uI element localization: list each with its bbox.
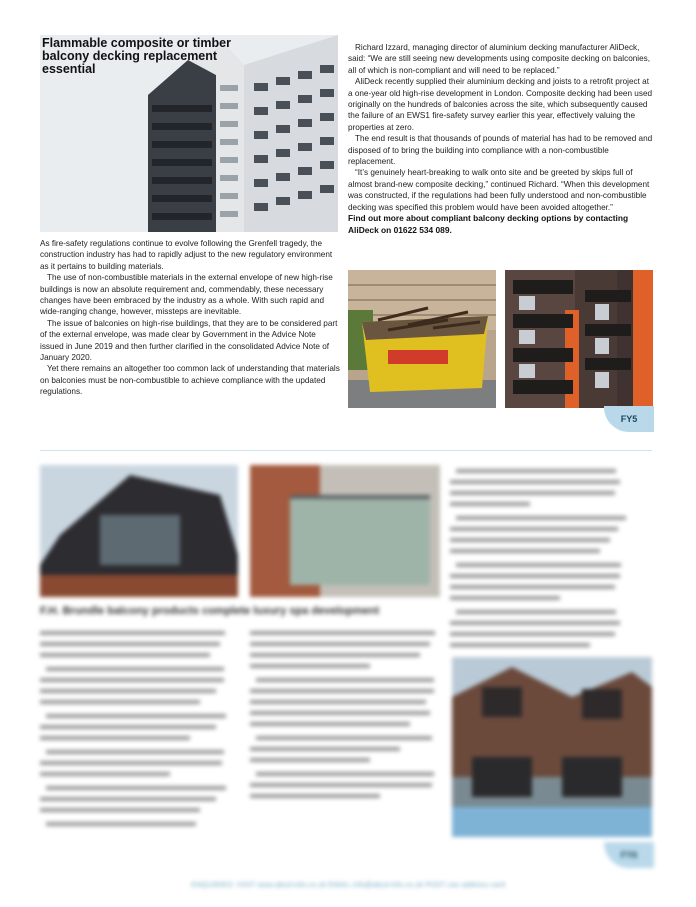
right-column-text (348, 42, 654, 236)
skip-illustration (348, 270, 496, 408)
paragraph: AliDeck recently supplied their aluminium decking and joists to a retrofit project at a one-year old high-rise development in London. Composite decking had been used originally on the hundreds of balconies across the site, which subsequently caused the failure of an EWS1 fire-safety survey earlier this year, effectively valuing the properties at zero. (348, 77, 653, 132)
paragraph: “It’s genuinely heart-breaking to walk onto site and be greeted by skips full of almost brand-new composite decking,” continued Richard. “When this development was constructed, if the regulations had been fully understood and non-combustible decking was specified this problem would have been avoided altogether.” (348, 168, 650, 212)
spa-building-photo (452, 657, 652, 837)
lower-text-col-1 (40, 627, 230, 852)
left-column-text (40, 238, 340, 398)
hero-image-tower (40, 35, 338, 232)
footer-enquiries: ENQUIRIES: VISIT www.abcd-info.co.uk EMAIL info@abcd-info.co.uk POST use address card (191, 880, 505, 889)
lower-blurred-section (40, 465, 652, 905)
article-title: Flammable composite or timber balcony decking replacement essential (42, 36, 231, 76)
page-badge-fy6: FY6 (604, 842, 654, 868)
paragraph: Richard Izzard, managing director of aluminium decking manufacturer AliDeck, said: “We are still seeing new developments using composite decking on balconies, all of which is non-compliant and will need to be replaced.” (348, 43, 651, 75)
contact-call-to-action: Find out more about compliant balcony decking options by contacting AliDeck on 01622 534 089. (348, 213, 629, 235)
facade-illustration (505, 270, 653, 408)
text-lines (250, 627, 440, 847)
skip-photo (348, 270, 496, 408)
dormer-photo (40, 465, 238, 597)
page-badge-fy5: FY5 (604, 406, 654, 432)
paragraph: The end result is that thousands of pounds of material has had to be removed and disposed of to bring the building into compliance with a non-combustible replacement. (348, 134, 653, 167)
section-divider (40, 450, 652, 451)
paragraph: The use of non-combustible materials in the external envelope of new high-rise buildings is now an absolute requirement and, commendably, these necessary changes have been embraced by the industry as a whole. With such rapid and wide-ranging change, however, missteps are inevitable. (40, 273, 333, 317)
text-lines (450, 465, 650, 655)
paragraph: The issue of balconies on high-rise buildings, that they are to be considered part of the external envelope, was made clear by Government in the Advice Note issued in June 2019 and then further clarified in the consolidated Advice Note of January 2020. (40, 318, 338, 363)
balcony-facade-photo (505, 270, 653, 408)
lower-text-col-3 (450, 465, 650, 660)
lower-headline: F.H. Brundle balcony products complete luxury spa development (40, 605, 380, 617)
paragraph: As fire-safety regulations continue to evolve following the Grenfell tragedy, the construction industry has had to rapidly adjust to the new regulatory environment as it pertains to building materials. (40, 239, 333, 271)
lower-text-col-2 (250, 627, 440, 852)
glass-balustrade-photo (250, 465, 440, 597)
paragraph: Yet there remains an altogether too common lack of understanding that materials on balconies must be non-combustible to achieve compliance with the updated regulations. (40, 364, 340, 397)
text-lines (40, 627, 230, 847)
